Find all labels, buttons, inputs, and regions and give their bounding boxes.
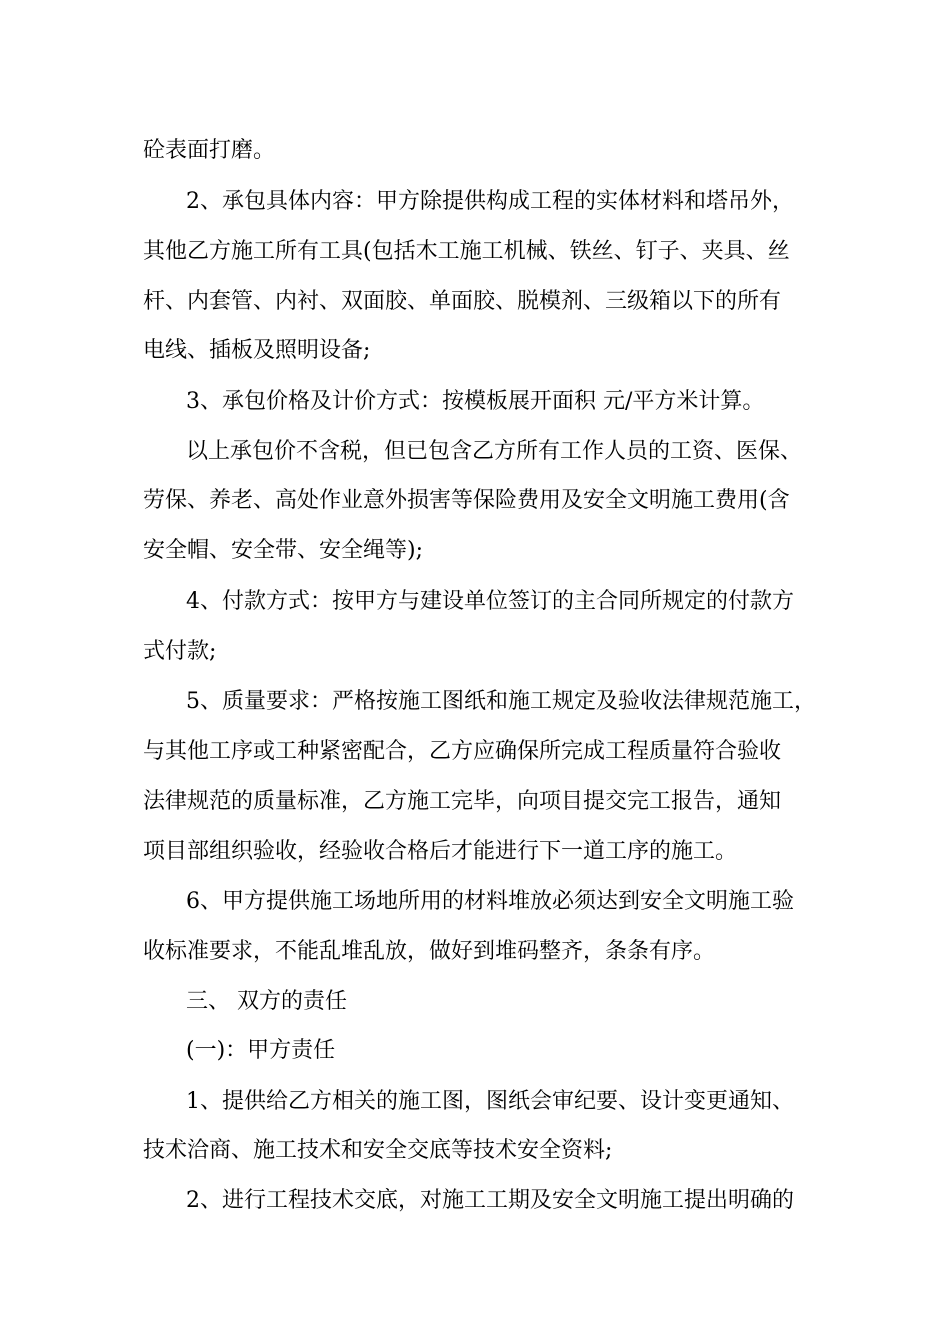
text-line: 项目部组织验收，经验收合格后才能进行下一道工序的施工。 — [143, 839, 738, 864]
section-heading: 三、 双方的责任 — [186, 989, 347, 1014]
text-line: 砼表面打磨。 — [143, 138, 276, 163]
text-line: 4、付款方式：按甲方与建设单位签订的主合同所规定的付款方 — [186, 589, 794, 614]
text-line: 3、承包价格及计价方式：按模板展开面积 元/平方米计算。 — [186, 389, 765, 414]
text-line: 收标准要求，不能乱堆乱放，做好到堆码整齐，条条有序。 — [143, 939, 716, 964]
text-line: 法律规范的质量标准，乙方施工完毕，向项目提交完工报告，通知 — [143, 789, 782, 814]
text-line: 以上承包价不含税，但已包含乙方所有工作人员的工资、医保、 — [186, 439, 803, 464]
text-line: 技术洽商、施工技术和安全交底等技术安全资料; — [143, 1138, 613, 1163]
text-line: 6、甲方提供施工场地所用的材料堆放必须达到安全文明施工验 — [186, 889, 794, 914]
text-line: 5、质量要求：严格按施工图纸和施工规定及验收法律规范施工， — [186, 689, 816, 714]
text-line: 其他乙方施工所有工具(包括木工施工机械、铁丝、钉子、夹具、丝 — [143, 239, 790, 264]
text-line: 杆、内套管、内衬、双面胶、单面胶、脱模剂、三级箱以下的所有 — [143, 289, 782, 314]
subsection-heading: (一)：甲方责任 — [186, 1038, 336, 1063]
text-line: 1、提供给乙方相关的施工图，图纸会审纪要、设计变更通知、 — [186, 1089, 794, 1114]
text-line: 安全帽、安全带、安全绳等); — [143, 538, 423, 563]
text-line: 与其他工序或工种紧密配合，乙方应确保所完成工程质量符合验收 — [143, 739, 782, 764]
text-line: 劳保、养老、高处作业意外损害等保险费用及安全文明施工费用(含 — [143, 488, 790, 513]
text-line: 电线、插板及照明设备; — [143, 338, 371, 363]
text-line: 式付款; — [143, 639, 217, 664]
text-line: 2、承包具体内容：甲方除提供构成工程的实体材料和塔吊外， — [186, 189, 794, 214]
text-line: 2、进行工程技术交底，对施工工期及安全文明施工提出明确的 — [186, 1188, 794, 1213]
